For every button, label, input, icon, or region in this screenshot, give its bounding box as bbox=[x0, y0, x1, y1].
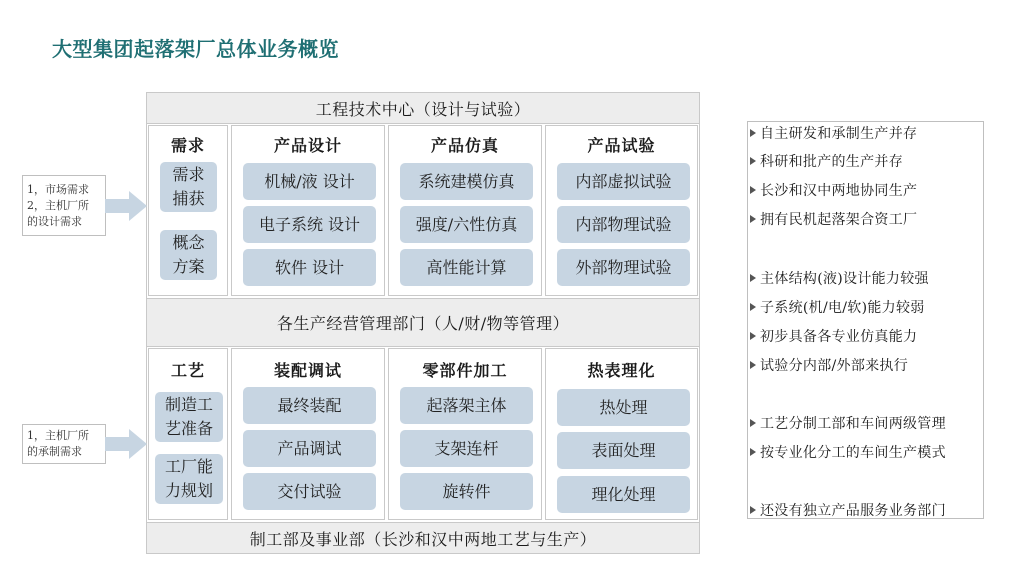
box-hpc: 高性能计算 bbox=[400, 249, 533, 286]
notes-panel bbox=[747, 121, 984, 519]
note-item: 主体结构(液)设计能力较强 bbox=[750, 268, 929, 288]
input-box-design-demand bbox=[22, 175, 106, 236]
note-item: 长沙和汉中两地协同生产 bbox=[750, 180, 917, 200]
box-internal-virtual-test: 内部虚拟试验 bbox=[557, 163, 690, 200]
column-header: 需求 bbox=[170, 136, 205, 155]
box-system-modeling: 系统建模仿真 bbox=[400, 163, 533, 200]
input-box-contract-demand bbox=[22, 424, 106, 464]
box-delivery-test: 交付试验 bbox=[243, 473, 376, 510]
column-header: 产品仿真 bbox=[430, 136, 499, 155]
bullet-triangle-icon bbox=[750, 129, 756, 137]
arrow-right-icon bbox=[105, 429, 147, 459]
bullet-triangle-icon bbox=[750, 215, 756, 223]
bullet-triangle-icon bbox=[750, 274, 756, 282]
page-title: 大型集团起落架厂总体业务概览 bbox=[52, 37, 339, 61]
note-item: 子系统(机/电/软)能力较弱 bbox=[750, 297, 925, 317]
column-header: 零部件加工 bbox=[422, 361, 508, 380]
note-item: 自主研发和承制生产并存 bbox=[750, 123, 917, 143]
box-rotating-parts: 旋转件 bbox=[400, 473, 533, 510]
note-item: 科研和批产的生产并存 bbox=[750, 151, 903, 171]
arrow-right-icon bbox=[105, 191, 147, 221]
input-line: 1，市场需求 bbox=[27, 182, 89, 196]
box-process-prep: 制造工 艺准备 bbox=[155, 392, 223, 442]
bullet-triangle-icon bbox=[750, 448, 756, 456]
box-mech-hydraulic-design: 机械/液 设计 bbox=[243, 163, 376, 200]
box-strength-simulation: 强度/六性仿真 bbox=[400, 206, 533, 243]
box-demand-capture: 需求 捕获 bbox=[160, 162, 217, 212]
management-band: 各生产经营管理部门（人/财/物等管理） bbox=[146, 298, 700, 347]
box-physchem-treatment: 理化处理 bbox=[557, 476, 690, 513]
box-electronic-design: 电子系统 设计 bbox=[243, 206, 376, 243]
box-software-design: 软件 设计 bbox=[243, 249, 376, 286]
box-product-debug: 产品调试 bbox=[243, 430, 376, 467]
box-landing-gear-body: 起落架主体 bbox=[400, 387, 533, 424]
box-internal-physical-test: 内部物理试验 bbox=[557, 206, 690, 243]
bullet-triangle-icon bbox=[750, 157, 756, 165]
column-header: 产品设计 bbox=[273, 136, 342, 155]
column-header: 产品试验 bbox=[587, 136, 656, 155]
engineering-center-band: 工程技术中心（设计与试验） bbox=[146, 92, 700, 124]
note-item: 初步具备各专业仿真能力 bbox=[750, 326, 917, 346]
box-capacity-planning: 工厂能 力规划 bbox=[155, 454, 223, 504]
bullet-triangle-icon bbox=[750, 332, 756, 340]
box-heat-treatment: 热处理 bbox=[557, 389, 690, 426]
bullet-triangle-icon bbox=[750, 303, 756, 311]
box-concept-scheme: 概念 方案 bbox=[160, 230, 217, 280]
input-line: 2，主机厂所 bbox=[27, 198, 89, 212]
note-item: 按专业化分工的车间生产模式 bbox=[750, 442, 946, 462]
input-line: 的设计需求 bbox=[27, 214, 82, 228]
bullet-triangle-icon bbox=[750, 186, 756, 194]
bullet-triangle-icon bbox=[750, 506, 756, 514]
note-item: 拥有民机起落架合资工厂 bbox=[750, 209, 917, 229]
box-bracket-link: 支架连杆 bbox=[400, 430, 533, 467]
note-item: 还没有独立产品服务业务部门 bbox=[750, 500, 946, 520]
column-header: 工艺 bbox=[170, 361, 205, 380]
column-header: 装配调试 bbox=[273, 361, 342, 380]
column-header: 热表理化 bbox=[587, 361, 656, 380]
manufacturing-band: 制工部及事业部（长沙和汉中两地工艺与生产） bbox=[146, 522, 700, 554]
box-surface-treatment: 表面处理 bbox=[557, 432, 690, 469]
box-external-physical-test: 外部物理试验 bbox=[557, 249, 690, 286]
box-final-assembly: 最终装配 bbox=[243, 387, 376, 424]
input-line: 的承制需求 bbox=[27, 445, 82, 458]
note-item: 工艺分制工部和车间两级管理 bbox=[750, 413, 946, 433]
bullet-triangle-icon bbox=[750, 419, 756, 427]
input-line: 1，主机厂所 bbox=[27, 429, 89, 442]
note-item: 试验分内部/外部来执行 bbox=[750, 355, 908, 375]
bullet-triangle-icon bbox=[750, 361, 756, 369]
